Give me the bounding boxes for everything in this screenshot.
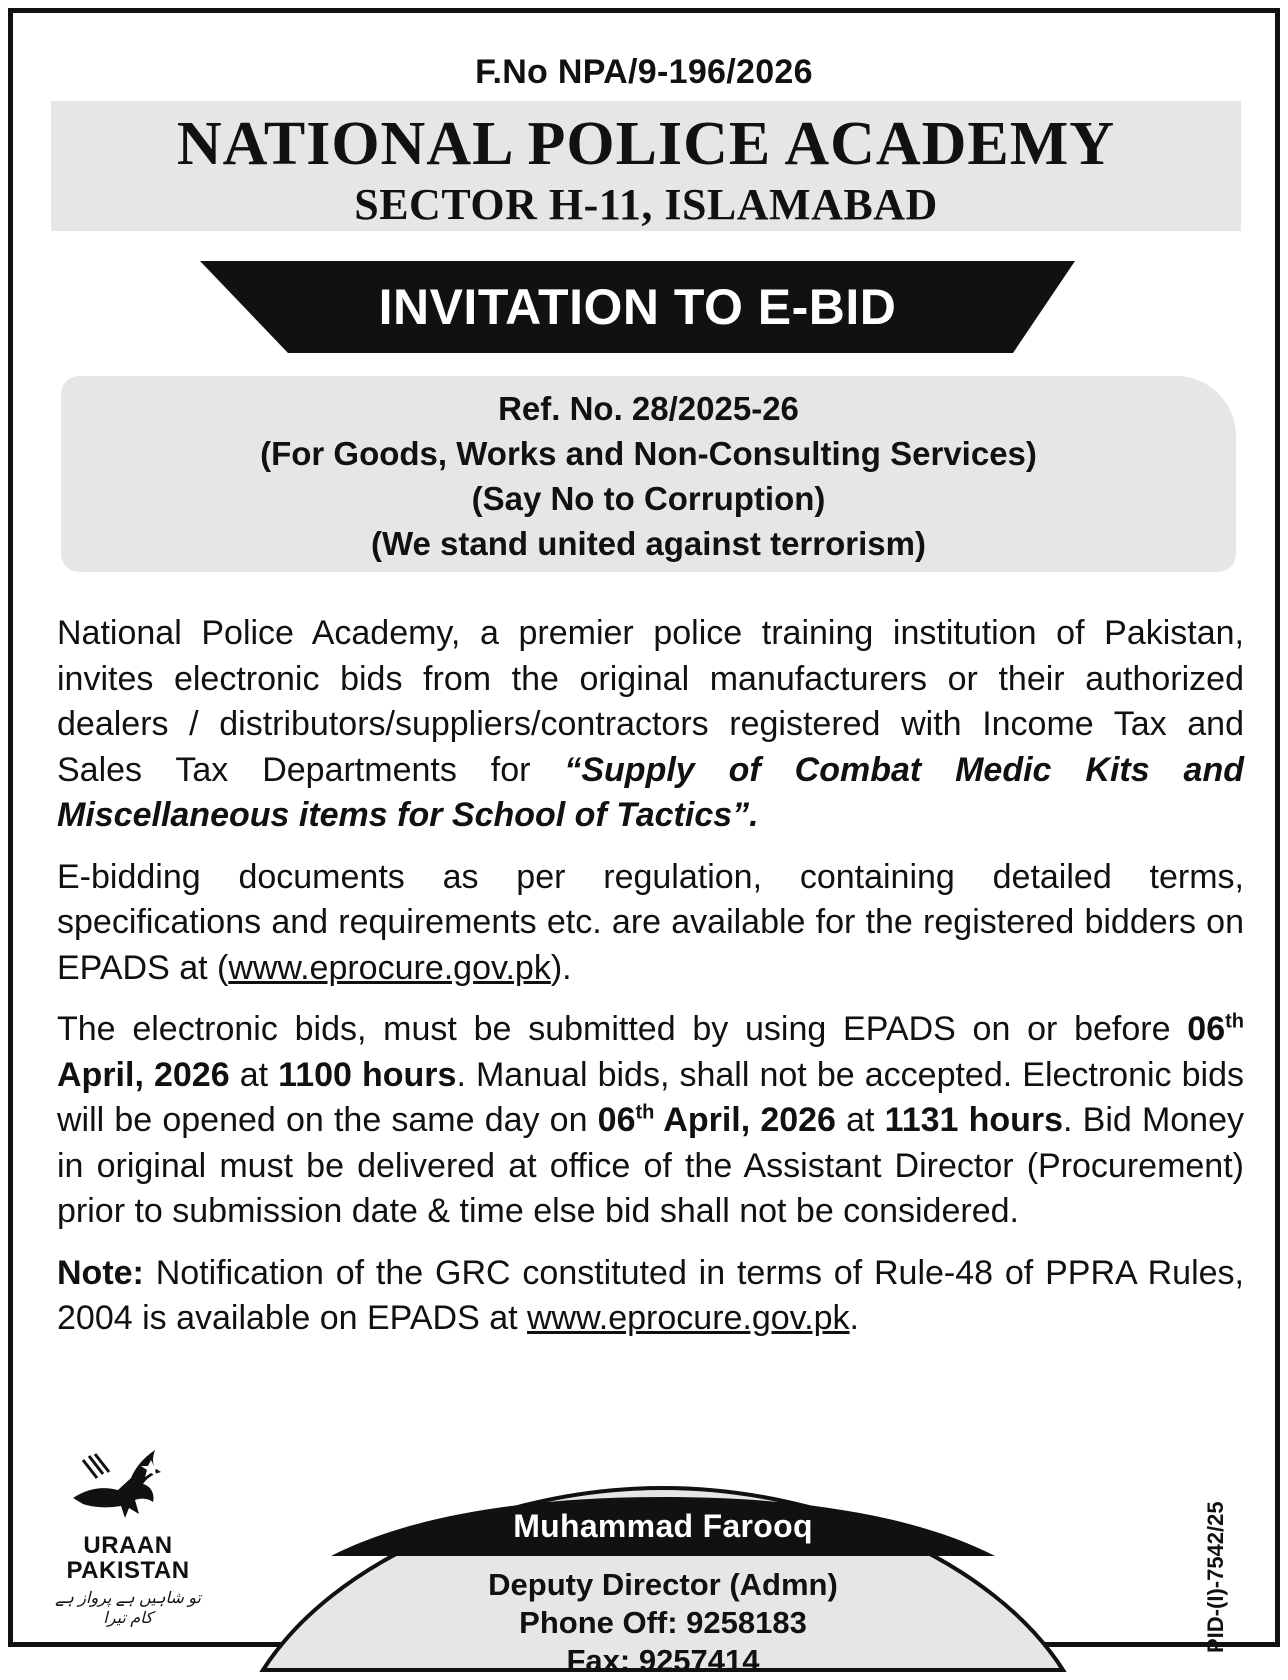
- bid-money-text: . Bid Money in original must be delivered at office of the Assistant Director (Procurement) prior to submission date & time else bid shall not be considered.: [57, 1101, 1244, 1230]
- advertisement-frame: [8, 8, 1280, 1678]
- tender-item: “Supply of Combat Medic Kits and Miscellaneous items for School of Tactics”.: [57, 750, 1244, 834]
- paragraph-note: [57, 1251, 1244, 1342]
- banner-title: INVITATION TO E-BID: [378, 279, 897, 335]
- signatory-block: [253, 1450, 1073, 1678]
- submission-month-year: April, 2026: [57, 1055, 230, 1094]
- opening-day-suffix: th: [635, 1101, 655, 1124]
- signatory-name: Muhammad Farooq: [513, 1507, 813, 1544]
- note-text: Notification of the GRC constituted in terms of Rule-48 of PPRA Rules, 2004 is available on EPADS at: [57, 1253, 1244, 1337]
- note-eprocure-link[interactable]: www.eprocure.gov.pk: [527, 1299, 850, 1337]
- logo-text-pakistan: PAKISTAN: [66, 1557, 190, 1584]
- signatory-fax: Fax: 9257414: [566, 1643, 760, 1678]
- note-label: Note:: [57, 1253, 144, 1292]
- eprocure-link[interactable]: www.eprocure.gov.pk: [228, 948, 551, 987]
- documents-end: ).: [550, 948, 572, 987]
- header-panel: [51, 101, 1241, 231]
- eagle-icon: [43, 1438, 213, 1533]
- paragraph-documents: [57, 855, 1244, 992]
- submission-day: 06: [1187, 1010, 1226, 1048]
- pid-number: PID-(I)-7542/25: [1203, 1501, 1228, 1653]
- submission-day-suffix: th: [1225, 1010, 1244, 1033]
- logo-urdu-tagline: تو شاہیں ہے پرواز ہے کام تیرا: [55, 1590, 201, 1627]
- procurement-category: (For Goods, Works and Non-Consulting Services): [260, 435, 1037, 472]
- signatory-details: [253, 1566, 1073, 1680]
- invitation-banner: [200, 261, 1075, 353]
- signatory-designation: Deputy Director (Admn): [488, 1567, 838, 1602]
- note-end: .: [849, 1299, 859, 1337]
- invitation-text: National Police Academy, a premier police training institution of Pakistan, invites electronic bids from the original manufacturers or their authorized dealers / distributors/suppliers/contractors registered with Income Tax and Sales Tax Departments for: [57, 614, 1244, 789]
- paragraph-invitation: [57, 611, 1244, 839]
- signatory-phone: Phone Off: 9258183: [519, 1605, 807, 1640]
- slogan-terrorism: (We stand united against terrorism): [371, 525, 926, 562]
- documents-text: E-bidding documents as per regulation, containing detailed terms, specifications and requirements etc. are available for the registered bidders on EPADS at (: [57, 857, 1244, 987]
- notice-body: [57, 611, 1244, 1358]
- submission-time: 1100 hours: [278, 1055, 457, 1094]
- reference-number: Ref. No. 28/2025-26: [498, 390, 799, 427]
- uraan-pakistan-logo: [43, 1438, 213, 1627]
- opening-date: [598, 1101, 836, 1139]
- manual-bids-text: . Manual bids, shall not be accepted. Electronic bids will be opened on the same day on: [57, 1055, 1245, 1139]
- deadline-at: at: [229, 1055, 279, 1094]
- file-number: F.No NPA/9-196/2026: [475, 53, 813, 91]
- deadline-text: The electronic bids, must be submitted by using EPADS on or before: [57, 1010, 1188, 1048]
- opening-day: 06: [597, 1101, 636, 1139]
- institution-title: NATIONAL POLICE ACADEMY: [176, 110, 1116, 178]
- reference-panel: [61, 376, 1236, 572]
- opening-month-year: April, 2026: [654, 1101, 836, 1139]
- institution-address: SECTOR H-11, ISLAMABAD: [354, 180, 938, 229]
- slogan-corruption: (Say No to Corruption): [471, 480, 826, 517]
- logo-text-uraan: URAAN: [83, 1532, 173, 1559]
- opening-at: at: [835, 1101, 885, 1139]
- paragraph-deadline: [57, 1007, 1244, 1235]
- opening-time: 1131 hours: [884, 1101, 1064, 1139]
